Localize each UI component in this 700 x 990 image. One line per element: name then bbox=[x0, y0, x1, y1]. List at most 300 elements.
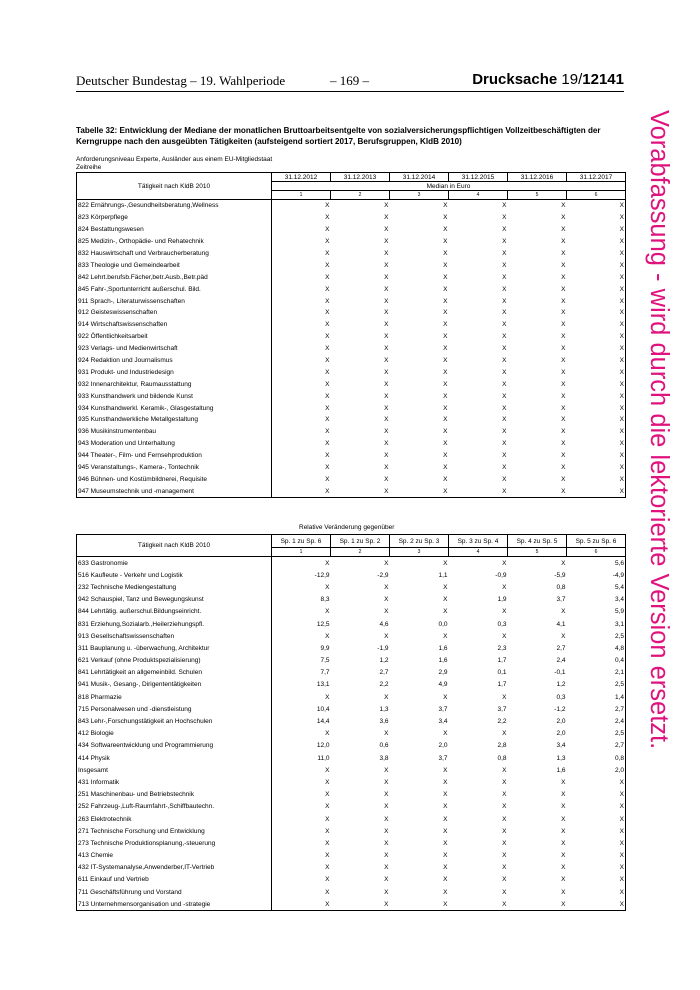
cell-value: X bbox=[443, 392, 448, 400]
cell-value: 2,5 bbox=[614, 681, 624, 689]
cell-value: X bbox=[443, 226, 448, 234]
cell-value: X bbox=[443, 416, 448, 424]
cell-value: X bbox=[502, 416, 507, 424]
cell-value: X bbox=[502, 345, 507, 353]
cell-value: X bbox=[502, 632, 507, 640]
table-row bbox=[77, 837, 626, 849]
row-label: 946 Bühnen- und Kostümbildnerei, Requisite bbox=[77, 473, 272, 485]
cell-value: 3,6 bbox=[379, 718, 389, 726]
cell-value: 4,6 bbox=[379, 620, 389, 628]
table-row bbox=[77, 691, 626, 703]
cell-value: X bbox=[443, 852, 448, 860]
cell-value: X bbox=[561, 238, 566, 246]
doc-period: 19/ bbox=[561, 71, 583, 88]
cell-value: X bbox=[561, 202, 566, 210]
cell-value: X bbox=[384, 803, 389, 811]
cell-value: X bbox=[561, 333, 566, 341]
cell-value: X bbox=[502, 803, 507, 811]
cell-value: X bbox=[502, 452, 507, 460]
cell-value: X bbox=[384, 730, 389, 738]
table-row bbox=[77, 402, 626, 414]
column-header-activity: Tätigkeit nach KldB 2010 bbox=[77, 535, 272, 557]
cell-value: X bbox=[443, 404, 448, 412]
cell-value: X bbox=[443, 202, 448, 210]
cell-value: X bbox=[443, 238, 448, 246]
cell-value: X bbox=[502, 778, 507, 786]
cell-value: X bbox=[325, 250, 330, 257]
column-number: 4 bbox=[449, 548, 508, 557]
cell-value: X bbox=[619, 440, 624, 448]
cell-value: X bbox=[619, 464, 624, 472]
row-label: 516 Kaufleute - Verkehr und Logistik bbox=[77, 569, 272, 581]
cell-value: X bbox=[502, 297, 507, 305]
table-subtitle: Anforderungsniveau Experte, Ausländer aus einem EU-Mitgliedstaat bbox=[76, 156, 273, 163]
cell-value: 8,3 bbox=[320, 596, 330, 604]
cell-value: X bbox=[443, 297, 448, 305]
cell-value: 2,4 bbox=[614, 718, 624, 726]
cell-value: 1,2 bbox=[379, 657, 389, 665]
cell-value: X bbox=[443, 475, 448, 483]
cell-value: X bbox=[561, 250, 566, 257]
cell-value: X bbox=[384, 428, 389, 436]
cell-value: X bbox=[325, 404, 330, 412]
cell-value: X bbox=[619, 778, 624, 786]
cell-value: X bbox=[325, 392, 330, 400]
cell-value: X bbox=[502, 321, 507, 329]
cell-value: 2,5 bbox=[614, 730, 624, 738]
cell-value: X bbox=[443, 321, 448, 329]
row-label: 818 Pharmazie bbox=[77, 691, 272, 703]
cell-value: X bbox=[561, 440, 566, 448]
table2-caption: Relative Veränderung gegenüber bbox=[299, 524, 395, 531]
cell-value: X bbox=[443, 368, 448, 376]
table-row bbox=[77, 248, 626, 260]
row-label: 935 Kunsthandwerkliche Metallgestaltung bbox=[77, 414, 272, 426]
table-row bbox=[77, 630, 626, 642]
column-number: 1 bbox=[272, 548, 331, 557]
cell-value: X bbox=[384, 864, 389, 872]
cell-value: X bbox=[443, 345, 448, 353]
cell-value: X bbox=[325, 368, 330, 376]
table-row bbox=[77, 307, 626, 319]
unit-header: Median in Euro bbox=[272, 182, 626, 191]
cell-value: 9,9 bbox=[320, 644, 330, 652]
cell-value: 2,0 bbox=[614, 766, 624, 774]
cell-value: X bbox=[561, 559, 566, 567]
table-row bbox=[77, 776, 626, 788]
cell-value: 14,4 bbox=[316, 718, 330, 726]
cell-value: X bbox=[502, 333, 507, 341]
cell-value: X bbox=[384, 333, 389, 341]
table-subtitle-series: Zeitreihe bbox=[76, 164, 102, 171]
cell-value: X bbox=[325, 214, 330, 222]
table-row bbox=[77, 703, 626, 715]
cell-value: X bbox=[325, 791, 330, 799]
cell-value: X bbox=[443, 357, 448, 365]
cell-value: X bbox=[384, 261, 389, 269]
cell-value: 7,7 bbox=[320, 669, 330, 677]
cell-value: X bbox=[619, 273, 624, 281]
cell-value: X bbox=[561, 416, 566, 424]
cell-value: 0,0 bbox=[438, 620, 448, 628]
cell-value: -1,2 bbox=[554, 705, 566, 713]
row-label: 824 Bestattungswesen bbox=[77, 224, 272, 236]
cell-value: X bbox=[384, 827, 389, 835]
cell-value: 4,1 bbox=[556, 620, 566, 628]
cell-value: X bbox=[384, 464, 389, 472]
cell-value: -2,9 bbox=[377, 571, 389, 579]
table-row bbox=[77, 606, 626, 618]
doc-label: Drucksache bbox=[472, 71, 558, 88]
cell-value: X bbox=[502, 766, 507, 774]
cell-value: 0,8 bbox=[614, 754, 624, 762]
cell-value: X bbox=[502, 876, 507, 884]
table-row bbox=[77, 886, 626, 898]
cell-value: X bbox=[561, 827, 566, 835]
cell-value: X bbox=[384, 888, 389, 896]
cell-value: X bbox=[619, 876, 624, 884]
cell-value: X bbox=[443, 766, 448, 774]
cell-value: 4,9 bbox=[438, 681, 448, 689]
row-label: 931 Produkt- und Industriedesign bbox=[77, 366, 272, 378]
cell-value: X bbox=[443, 214, 448, 222]
cell-value: X bbox=[443, 596, 448, 604]
row-label: 913 Gesellschaftswissenschaften bbox=[77, 630, 272, 642]
cell-value: X bbox=[561, 380, 566, 388]
cell-value: X bbox=[325, 487, 330, 495]
cell-value: 1,6 bbox=[438, 657, 448, 665]
cell-value: X bbox=[384, 416, 389, 424]
cell-value: 0,8 bbox=[556, 583, 566, 591]
row-label: 833 Theologie und Gemeindearbeit bbox=[77, 259, 272, 271]
cell-value: 13,1 bbox=[316, 681, 330, 689]
cell-value: X bbox=[619, 791, 624, 799]
cell-value: X bbox=[325, 416, 330, 424]
cell-value: X bbox=[502, 214, 507, 222]
cell-value: X bbox=[325, 900, 330, 908]
row-label: 923 Verlags- und Medienwirtschaft bbox=[77, 343, 272, 355]
cell-value: X bbox=[619, 475, 624, 483]
cell-value: X bbox=[619, 238, 624, 246]
cell-value: X bbox=[561, 261, 566, 269]
cell-value: X bbox=[443, 815, 448, 823]
cell-value: X bbox=[325, 559, 330, 567]
cell-value: X bbox=[502, 238, 507, 246]
cell-value: X bbox=[443, 888, 448, 896]
cell-value: X bbox=[325, 475, 330, 483]
cell-value: 3,4 bbox=[438, 718, 448, 726]
cell-value: X bbox=[325, 608, 330, 616]
cell-value: X bbox=[619, 487, 624, 495]
cell-value: X bbox=[561, 226, 566, 234]
cell-value: X bbox=[384, 368, 389, 376]
cell-value: X bbox=[443, 791, 448, 799]
cell-value: 3,7 bbox=[497, 705, 507, 713]
cell-value: 5,6 bbox=[614, 559, 624, 567]
cell-value: X bbox=[619, 452, 624, 460]
cell-value: 0,3 bbox=[497, 620, 507, 628]
column-header-date: 31.12.2014 bbox=[390, 173, 449, 182]
table-row bbox=[77, 667, 626, 679]
table-row bbox=[77, 390, 626, 402]
cell-value: X bbox=[561, 285, 566, 293]
cell-value: X bbox=[502, 487, 507, 495]
cell-value: X bbox=[619, 852, 624, 860]
table-row bbox=[77, 679, 626, 691]
cell-value: X bbox=[325, 261, 330, 269]
cell-value: X bbox=[325, 803, 330, 811]
cell-value: X bbox=[561, 273, 566, 281]
document-number bbox=[472, 71, 624, 88]
table-row bbox=[77, 850, 626, 862]
column-number: 2 bbox=[331, 548, 390, 557]
cell-value: X bbox=[619, 416, 624, 424]
column-number: 3 bbox=[390, 548, 449, 557]
cell-value: X bbox=[325, 864, 330, 872]
cell-value: X bbox=[561, 309, 566, 317]
cell-value: X bbox=[561, 297, 566, 305]
row-label: 822 Ernährungs-,Gesundheitsberatung,Wellness bbox=[77, 200, 272, 212]
row-label: 715 Personalwesen und -dienstleistung bbox=[77, 703, 272, 715]
row-label: 941 Musik-, Gesang-, Dirigententätigkeiten bbox=[77, 679, 272, 691]
watermark-text: Vorabfassung - wird durch die lektorierte Version ersetzt. bbox=[645, 110, 673, 750]
column-number: 5 bbox=[508, 191, 567, 200]
table-row bbox=[77, 813, 626, 825]
cell-value: X bbox=[443, 273, 448, 281]
cell-value: X bbox=[502, 559, 507, 567]
row-label: 944 Theater-, Film- und Fernsehproduktion bbox=[77, 450, 272, 462]
cell-value: X bbox=[384, 596, 389, 604]
cell-value: X bbox=[384, 250, 389, 257]
cell-value: X bbox=[443, 440, 448, 448]
table-row bbox=[77, 355, 626, 367]
cell-value: X bbox=[384, 583, 389, 591]
cell-value: 7,5 bbox=[320, 657, 330, 665]
row-label: 947 Museumstechnik und -management bbox=[77, 485, 272, 497]
column-header-date: 31.12.2017 bbox=[567, 173, 626, 182]
cell-value: X bbox=[443, 693, 448, 701]
table-row bbox=[77, 594, 626, 606]
row-label: 713 Unternehmensorganisation und -strategie bbox=[77, 898, 272, 911]
cell-value: 3,7 bbox=[556, 596, 566, 604]
column-number: 3 bbox=[390, 191, 449, 200]
cell-value: X bbox=[502, 428, 507, 436]
cell-value: X bbox=[443, 380, 448, 388]
table-row bbox=[77, 462, 626, 474]
column-header-date: 31.12.2013 bbox=[331, 173, 390, 182]
cell-value: X bbox=[502, 852, 507, 860]
cell-value: X bbox=[325, 464, 330, 472]
cell-value: X bbox=[325, 380, 330, 388]
cell-value: 2,0 bbox=[556, 718, 566, 726]
cell-value: X bbox=[443, 803, 448, 811]
table-row bbox=[77, 618, 626, 630]
row-label: 825 Medizin-, Orthopädie- und Rehatechnik bbox=[77, 236, 272, 248]
cell-value: X bbox=[561, 345, 566, 353]
cell-value: X bbox=[325, 839, 330, 847]
cell-value: X bbox=[443, 559, 448, 567]
cell-value: X bbox=[384, 202, 389, 210]
cell-value: X bbox=[561, 852, 566, 860]
cell-value: X bbox=[502, 608, 507, 616]
cell-value: X bbox=[561, 404, 566, 412]
cell-value: 2,7 bbox=[614, 705, 624, 713]
row-label: 311 Bauplanung u. -überwachung, Architektur bbox=[77, 642, 272, 654]
cell-value: 1,6 bbox=[556, 766, 566, 774]
cell-value: X bbox=[502, 864, 507, 872]
cell-value: X bbox=[619, 226, 624, 234]
table-row bbox=[77, 378, 626, 390]
row-label: 251 Maschinenbau- und Betriebstechnik bbox=[77, 789, 272, 801]
cell-value: -4,9 bbox=[612, 571, 624, 579]
cell-value: 4,8 bbox=[614, 644, 624, 652]
cell-value: X bbox=[384, 766, 389, 774]
cell-value: X bbox=[502, 464, 507, 472]
cell-value: X bbox=[502, 250, 507, 257]
cell-value: X bbox=[325, 888, 330, 896]
table-row bbox=[77, 259, 626, 271]
cell-value: X bbox=[384, 440, 389, 448]
cell-value: X bbox=[561, 632, 566, 640]
cell-value: X bbox=[325, 730, 330, 738]
cell-value: X bbox=[619, 357, 624, 365]
table-row bbox=[77, 764, 626, 776]
column-header-comparison: Sp. 4 zu Sp. 5 bbox=[508, 535, 567, 548]
cell-value: X bbox=[561, 888, 566, 896]
cell-value: X bbox=[443, 632, 448, 640]
row-label: 413 Chemie bbox=[77, 850, 272, 862]
cell-value: X bbox=[325, 357, 330, 365]
table-row bbox=[77, 200, 626, 212]
cell-value: X bbox=[384, 309, 389, 317]
cell-value: X bbox=[619, 803, 624, 811]
cell-value: X bbox=[619, 333, 624, 341]
publication-name: Deutscher Bundestag – 19. Wahlperiode bbox=[76, 73, 286, 88]
row-label: Insgesamt bbox=[77, 764, 272, 776]
row-label: 434 Softwareentwicklung und Programmierung bbox=[77, 740, 272, 752]
cell-value: -0,1 bbox=[554, 669, 566, 677]
cell-value: X bbox=[325, 766, 330, 774]
table-row bbox=[77, 283, 626, 295]
row-label: 943 Moderation und Unterhaltung bbox=[77, 438, 272, 450]
cell-value: 1,1 bbox=[438, 571, 448, 579]
row-label: 831 Erziehung,Sozialarb.,Heilerziehungspfl. bbox=[77, 618, 272, 630]
row-label: 823 Körperpflege bbox=[77, 212, 272, 224]
table-row bbox=[77, 789, 626, 801]
row-label: 924 Redaktion und Journalismus bbox=[77, 355, 272, 367]
row-label: 832 Hauswirtschaft und Verbraucherberatung bbox=[77, 248, 272, 260]
cell-value: X bbox=[325, 452, 330, 460]
median-table bbox=[76, 172, 626, 498]
cell-value: X bbox=[502, 900, 507, 908]
cell-value: X bbox=[325, 693, 330, 701]
cell-value: X bbox=[325, 827, 330, 835]
cell-value: X bbox=[502, 273, 507, 281]
cell-value: X bbox=[502, 309, 507, 317]
cell-value: X bbox=[561, 487, 566, 495]
cell-value: 3,4 bbox=[556, 742, 566, 750]
cell-value: X bbox=[619, 404, 624, 412]
column-header-date: 31.12.2015 bbox=[449, 173, 508, 182]
row-label: 942 Schauspiel, Tanz und Bewegungskunst bbox=[77, 594, 272, 606]
cell-value: 2,9 bbox=[438, 669, 448, 677]
row-label: 912 Geisteswissenschaften bbox=[77, 307, 272, 319]
cell-value: X bbox=[325, 321, 330, 329]
cell-value: 2,7 bbox=[614, 742, 624, 750]
column-header-comparison: Sp. 1 zu Sp. 2 bbox=[331, 535, 390, 548]
cell-value: X bbox=[325, 852, 330, 860]
row-label: 432 IT-Systemanalyse,Anwenderber,IT-Vertrieb bbox=[77, 862, 272, 874]
cell-value: X bbox=[619, 321, 624, 329]
cell-value: X bbox=[384, 487, 389, 495]
row-label: 936 Musikinstrumentenbau bbox=[77, 426, 272, 438]
cell-value: X bbox=[619, 309, 624, 317]
row-label: 414 Physik bbox=[77, 752, 272, 764]
cell-value: X bbox=[502, 839, 507, 847]
column-header-comparison: Sp. 2 zu Sp. 3 bbox=[390, 535, 449, 548]
table-row bbox=[77, 862, 626, 874]
cell-value: X bbox=[325, 583, 330, 591]
cell-value: X bbox=[619, 261, 624, 269]
cell-value: 5,4 bbox=[614, 583, 624, 591]
cell-value: X bbox=[384, 404, 389, 412]
doc-num: 12141 bbox=[582, 71, 624, 88]
table-row bbox=[77, 801, 626, 813]
cell-value: 10,4 bbox=[316, 705, 330, 713]
table-row bbox=[77, 740, 626, 752]
cell-value: X bbox=[561, 876, 566, 884]
cell-value: X bbox=[502, 285, 507, 293]
cell-value: 3,4 bbox=[614, 596, 624, 604]
cell-value: X bbox=[325, 428, 330, 436]
row-label: 252 Fahrzeug-,Luft-Raumfahrt-,Schiffbautechn. bbox=[77, 801, 272, 813]
cell-value: X bbox=[619, 827, 624, 835]
cell-value: -5,9 bbox=[554, 571, 566, 579]
cell-value: X bbox=[443, 839, 448, 847]
table-row bbox=[77, 426, 626, 438]
cell-value: X bbox=[502, 440, 507, 448]
cell-value: X bbox=[502, 693, 507, 701]
cell-value: X bbox=[325, 876, 330, 884]
table-row bbox=[77, 874, 626, 886]
table-row bbox=[77, 319, 626, 331]
column-header-comparison: Sp. 3 zu Sp. 4 bbox=[449, 535, 508, 548]
cell-value: X bbox=[443, 583, 448, 591]
cell-value: X bbox=[619, 888, 624, 896]
cell-value: 1,3 bbox=[379, 705, 389, 713]
cell-value: X bbox=[325, 297, 330, 305]
cell-value: X bbox=[384, 321, 389, 329]
row-label: 611 Einkauf und Vertrieb bbox=[77, 874, 272, 886]
cell-value: X bbox=[325, 226, 330, 234]
cell-value: X bbox=[502, 791, 507, 799]
cell-value: X bbox=[502, 475, 507, 483]
cell-value: X bbox=[384, 452, 389, 460]
column-header-comparison: Sp. 1 zu Sp. 6 bbox=[272, 535, 331, 548]
column-number: 5 bbox=[508, 548, 567, 557]
cell-value: X bbox=[325, 285, 330, 293]
cell-value: X bbox=[384, 693, 389, 701]
page-header bbox=[76, 71, 624, 92]
table-row bbox=[77, 642, 626, 654]
cell-value: X bbox=[384, 791, 389, 799]
cell-value: 0,3 bbox=[556, 693, 566, 701]
cell-value: 1,7 bbox=[497, 657, 507, 665]
cell-value: X bbox=[325, 440, 330, 448]
cell-value: X bbox=[384, 608, 389, 616]
cell-value: X bbox=[384, 357, 389, 365]
cell-value: X bbox=[325, 632, 330, 640]
